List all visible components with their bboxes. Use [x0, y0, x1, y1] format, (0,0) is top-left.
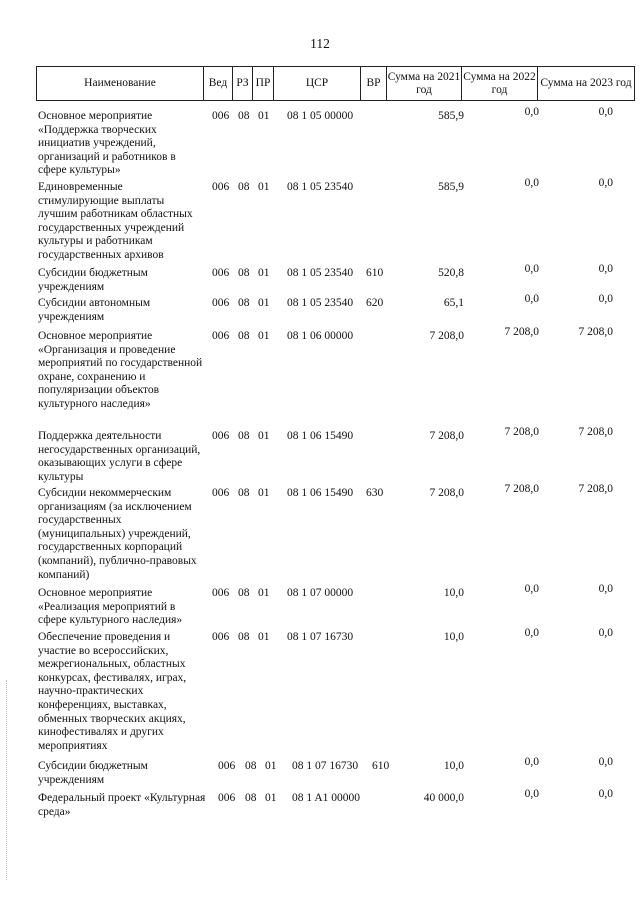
- row-sum-2023: 7 208,0: [578, 326, 613, 338]
- row-sum-2022: 0,0: [524, 756, 539, 768]
- row-pr: 01: [258, 110, 270, 122]
- row-csr: 08 1 06 15490: [287, 430, 354, 442]
- row-sum-2022: 7 208,0: [504, 426, 539, 438]
- row-vr: 620: [366, 297, 384, 309]
- row-sum-2021: 40 000,0: [423, 792, 464, 804]
- row-sum-2021: 520,8: [438, 267, 464, 279]
- row-sum-2022: 7 208,0: [504, 326, 539, 338]
- row-ved: 006: [212, 631, 230, 643]
- row-sum-2023: 0,0: [598, 583, 613, 595]
- row-sum-2023: 0,0: [598, 177, 613, 189]
- row-pr: 01: [265, 760, 277, 772]
- row-pr: 01: [258, 587, 270, 599]
- row-ved: 006: [218, 760, 236, 772]
- row-sum-2023: 0,0: [598, 263, 613, 275]
- row-vr: 610: [366, 267, 384, 279]
- row-name: Субсидии бюджетным учреждениям: [38, 760, 148, 786]
- header-sum-2023: Сумма на 2023 год: [540, 77, 632, 89]
- row-sum-2023: 0,0: [598, 756, 613, 768]
- row-name: Обеспечение проведения и участие во всероссийских, межрегиональных, областных конкурсах, фестивалях, играх, научно-практических конференциях, выставках, обменных творческих акциях, кинофестивалях и других мероприятиях: [38, 631, 187, 752]
- row-ved: 006: [212, 181, 230, 193]
- header-vr: ВР: [361, 67, 387, 100]
- row-pr: 01: [258, 487, 270, 499]
- row-pr: 01: [265, 792, 277, 804]
- row-csr: 08 1 06 15490: [287, 487, 354, 499]
- row-ved: 006: [212, 430, 230, 442]
- row-sum-2022: 0,0: [524, 583, 539, 595]
- row-name: Основное мероприятие «Поддержка творческих инициатив учреждений, организаций и работников в сфере культуры»: [38, 110, 176, 177]
- row-rz: 08: [245, 760, 257, 772]
- row-sum-2022: 0,0: [524, 627, 539, 639]
- row-sum-2021: 7 208,0: [429, 330, 464, 342]
- row-name: Основное мероприятие «Организация и проведение мероприятий по государственной охране, сохранению и популяризации объектов культурного наследия»: [38, 330, 203, 410]
- row-name: Поддержка деятельности негосударственных организаций, оказывающих услуги в сфере культуры: [38, 430, 201, 483]
- row-sum-2021: 10,0: [443, 631, 464, 643]
- table-header: [36, 66, 635, 101]
- row-sum-2021: 10,0: [443, 760, 464, 772]
- row-rz: 08: [238, 267, 250, 279]
- row-sum-2023: 7 208,0: [578, 426, 613, 438]
- row-sum-2021: 585,9: [438, 110, 464, 122]
- row-sum-2023: 0,0: [598, 627, 613, 639]
- row-pr: 01: [258, 330, 270, 342]
- row-sum-2022: 0,0: [524, 177, 539, 189]
- row-csr: 08 1 A1 00000: [292, 792, 361, 804]
- row-sum-2021: 7 208,0: [429, 430, 464, 442]
- row-rz: 08: [238, 110, 250, 122]
- row-ved: 006: [218, 792, 236, 804]
- page-number: 112: [310, 36, 330, 51]
- row-name: Субсидии некоммерческим организациям (за исключением государственных (муниципальных) учреждений, государственных корпораций (компаний), публично-правовых компаний): [38, 487, 197, 581]
- row-rz: 08: [238, 587, 250, 599]
- row-rz: 08: [238, 297, 250, 309]
- header-sum-2022: Сумма на 2022 год: [462, 67, 538, 100]
- row-ved: 006: [212, 487, 230, 499]
- row-sum-2021: 65,1: [443, 297, 464, 309]
- row-name: Единовременные стимулирующие выплаты лучшим работникам областных государственных учреждений культуры и работникам государственных архивов: [38, 181, 193, 261]
- row-rz: 08: [245, 792, 257, 804]
- row-rz: 08: [238, 181, 250, 193]
- row-csr: 08 1 05 23540: [287, 181, 354, 193]
- row-sum-2022: 0,0: [524, 293, 539, 305]
- row-csr: 08 1 05 23540: [287, 297, 354, 309]
- row-sum-2022: 7 208,0: [504, 483, 539, 495]
- row-sum-2021: 7 208,0: [429, 487, 464, 499]
- row-sum-2021: 585,9: [438, 181, 464, 193]
- row-rz: 08: [238, 430, 250, 442]
- row-sum-2022: 0,0: [524, 263, 539, 275]
- row-csr: 08 1 05 00000: [287, 110, 354, 122]
- scan-margin-marks: [6, 680, 9, 880]
- row-sum-2021: 10,0: [443, 587, 464, 599]
- row-sum-2023: 0,0: [598, 788, 613, 800]
- row-name: Федеральный проект «Культурная среда»: [38, 792, 206, 818]
- row-rz: 08: [238, 330, 250, 342]
- row-pr: 01: [258, 297, 270, 309]
- row-pr: 01: [258, 181, 270, 193]
- row-pr: 01: [258, 631, 270, 643]
- row-csr: 08 1 07 16730: [287, 631, 354, 643]
- row-csr: 08 1 06 00000: [287, 330, 354, 342]
- row-vr: 630: [366, 487, 384, 499]
- row-ved: 006: [212, 330, 230, 342]
- row-ved: 006: [212, 587, 230, 599]
- row-name: Основное мероприятие «Реализация мероприятий в сфере культурного наследия»: [38, 587, 183, 627]
- row-pr: 01: [258, 430, 270, 442]
- header-name: Наименование: [37, 67, 204, 100]
- row-sum-2023: 0,0: [598, 106, 613, 118]
- row-sum-2023: 7 208,0: [578, 483, 613, 495]
- header-csr: ЦСР: [274, 67, 361, 100]
- row-ved: 006: [212, 267, 230, 279]
- row-csr: 08 1 05 23540: [287, 267, 354, 279]
- row-name: Субсидии бюджетным учреждениям: [38, 267, 148, 293]
- row-ved: 006: [212, 110, 230, 122]
- row-vr: 610: [372, 760, 390, 772]
- row-csr: 08 1 07 16730: [292, 760, 359, 772]
- row-rz: 08: [238, 631, 250, 643]
- row-name: Субсидии автономным учреждениям: [38, 297, 151, 323]
- header-ved: Вед: [204, 67, 233, 100]
- header-pr: ПР: [253, 67, 274, 100]
- row-sum-2022: 0,0: [524, 788, 539, 800]
- row-sum-2022: 0,0: [524, 106, 539, 118]
- row-sum-2023: 0,0: [598, 293, 613, 305]
- row-pr: 01: [258, 267, 270, 279]
- row-csr: 08 1 07 00000: [287, 587, 354, 599]
- header-sum-2021: Сумма на 2021 год: [387, 67, 462, 100]
- row-rz: 08: [238, 487, 250, 499]
- row-ved: 006: [212, 297, 230, 309]
- header-rz: РЗ: [233, 67, 253, 100]
